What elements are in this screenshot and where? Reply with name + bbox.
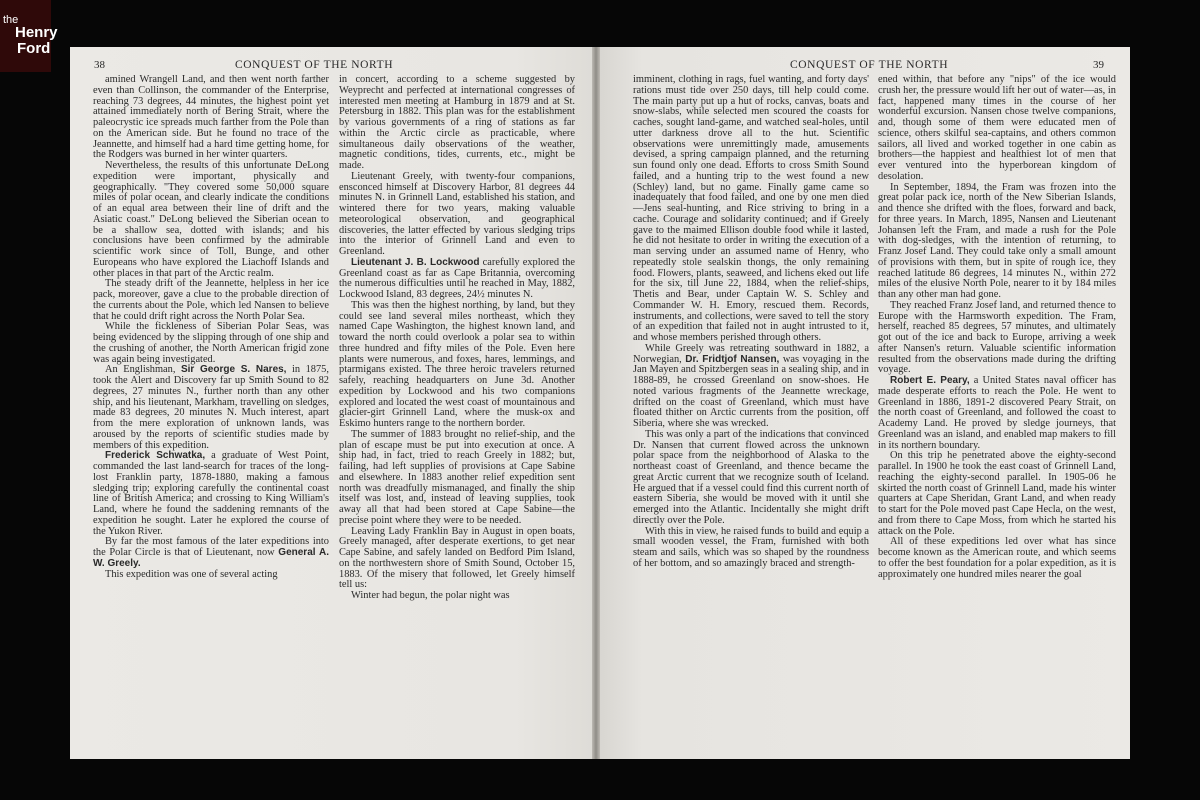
paragraph — [93, 537, 329, 569]
paragraph-text: While Greely was retreating southward in 1882, a Norwegian, — [633, 342, 869, 365]
right-page — [600, 47, 1130, 759]
henry-ford-logo — [0, 0, 58, 72]
paragraph-text: was voyaging in the Jan Mayen and Spitzbergen seas in a sealing ship, and in 1888-89, he crossed Greenland on snow-shoes. He noted various fragments of the Jeannette wreckage, drifted on the coast of Greenland, which must have floated thither on Arctic currents from the position, off Siberia, where she was wrecked. — [633, 353, 869, 429]
paragraph-text: in 1875, took the Alert and Discovery far up Smith Sound to 82 degrees, 27 minutes N., further north than any other ship, and his lieutenant, Markham, travelling on sledges, made 83 degrees, 20 minutes N. Much interest, apart from the mere exploration of unknown lands, was aroused by the reports of scientific studies made by members of this expedition. — [93, 364, 329, 451]
paragraph — [93, 570, 329, 581]
paragraph-text: Winter had begun, the polar night was — [351, 590, 510, 601]
paragraph — [93, 279, 329, 322]
page-number-right: 39 — [1093, 59, 1104, 71]
logo-henry: Henry — [15, 24, 58, 41]
paragraph — [93, 451, 329, 537]
paragraph-text: While the fickleness of Siberian Polar Seas, was being evidenced by the slipping through of one ship and the crushing of another, the North American frigid zone was again being investigated. — [93, 321, 329, 365]
paragraph — [633, 430, 869, 527]
paragraph — [93, 161, 329, 279]
paragraph — [93, 75, 329, 161]
left-page — [70, 47, 592, 759]
bold-name: Dr. Fridtjof Nansen, — [685, 353, 780, 365]
paragraph-text: in concert, according to a scheme suggested by Weyprecht and perfected at international congresses of interested men meeting at Hamburg in 1879 and at St. Petersburg in 1882. This plan was for the establishment by various governments of a ring of stations as far within the Arctic circle as practicable, where simultaneous daily observations of the weather, magnetic conditions, tides, currents, etc., might be made. — [339, 74, 575, 171]
paragraph — [633, 527, 869, 570]
paragraph — [339, 591, 575, 602]
paragraph-text: This was only a part of the indications that convinced Dr. Nansen that current flowed across the unknown polar space from the neighborhood of Alaska to the northeast coast of Greenland, and thence became the great Arctic current that we recognize south of Iceland. He argued that if a vessel could find this current north of eastern Siberia, she would be moved with it until she emerged into the Atlantic. Incidentally she might drift directly over the Pole. — [633, 428, 869, 526]
paragraph-text: a United States naval officer has made desperate efforts to reach the Pole. He went to Greenland in 1886, 1891-2 discovered Peary Strait, on the north coast of Greenland, and followed the coast to Academy Land. He proved by sledge journeys, that Greenland was an island, and enabled map makers to fill in its northern boundary. — [878, 375, 1116, 451]
paragraph-text: With this in view, he raised funds to build and equip a small wooden vessel, the Fram, furnished with both steam and sails, which was so shaped by the roundness of her bottom, and so amazingly braced and strength- — [633, 525, 869, 569]
right-column-2 — [878, 75, 1116, 580]
paragraph — [339, 301, 575, 430]
paragraph-text: The steady drift of the Jeannette, helpless in her ice pack, moreover, gave a clue to the probable direction of the currents about the Pole, which led Nansen to believe that he could drift right across the North Polar Sea. — [93, 278, 329, 322]
book-gutter — [592, 47, 600, 759]
bold-name: Lieutenant J. B. Lockwood — [351, 256, 480, 268]
left-column-2 — [339, 75, 575, 602]
bold-name: Frederick Schwatka, — [105, 450, 206, 462]
left-column-1 — [93, 75, 329, 580]
paragraph — [878, 75, 1116, 183]
paragraph — [93, 365, 329, 451]
logo-ford: Ford — [17, 40, 51, 57]
paragraph-text: amined Wrangell Land, and then went north farther even than Collinson, the commander of the Enterprise, reaching 73 degrees, 44 minutes, the highest point yet attained immediately north of Bering Strait, where the paleocrystic ice spreads much farther from the Pole than on the American side. But he found no trace of the Jeannette, and himself had a hard time getting home, for the Rodgers was burned in her winter quarters. — [93, 74, 329, 161]
paragraph — [93, 322, 329, 365]
paragraph — [878, 451, 1116, 537]
paragraph — [878, 376, 1116, 451]
paragraph — [878, 301, 1116, 376]
running-head-left: CONQUEST OF THE NORTH — [235, 59, 394, 71]
paragraph-text: carefully explored the Greenland coast as far as Cape Britannia, overcoming the numerous difficulties until he reached in May, 1882, Lockwood Island, 83 degrees, 24½ minutes N. — [339, 256, 575, 300]
paragraph-text: Nevertheless, the results of this unfortunate DeLong expedition were important, physically and geographically. "They covered some 50,000 square miles of polar ocean, and clearly indicate the conditions of an equal area between their line of drift and the Asiatic coast." DeLong believed the Siberian ocean to be a shallow sea, dotted with islands; and his conclusions have been confirmed by the admirable scientific work since of Toll, Bunge, and other Europeans who have explored the Liachoff Islands and other places in that part of the Arctic realm. — [93, 160, 329, 279]
paragraph — [339, 258, 575, 301]
paragraph-text: This expedition was one of several acting — [105, 568, 278, 580]
paragraph — [633, 75, 869, 344]
bold-name: Sir George S. Nares, — [180, 364, 287, 376]
paragraph — [633, 344, 869, 430]
paragraph-text: Leaving Lady Franklin Bay in August in open boats, Greely managed, after desperate exertions, to get near Cape Sabine, and safely landed on Bedford Pim Island, on the northwestern shore of Smith Sound, October 15, 1883. Of the misery that followed, let Greely himself tell us: — [339, 525, 575, 591]
paragraph — [339, 527, 575, 592]
paragraph-text: ened within, that before any "nips" of the ice would crush her, the pressure would lift her out of water—as, in fact, happened many times in the course of her wonderful excursion. Nansen chose twelve companions, and, though some of them were educated men of science, others skilful sea-captains, and others common sailors, all lived and worked together in one cabin as brothers—the happiest and healthiest lot of men that ever ventured into the hyperborean kingdom of desolation. — [878, 74, 1116, 182]
paragraph-text: An Englishman, — [105, 364, 181, 376]
paragraph-text: All of these expeditions led over what has since become known as the American route, and which seems to offer the best foundation for a polar expedition, as it is approximately one hundred miles nearer the goal — [878, 536, 1116, 580]
paragraph — [878, 537, 1116, 580]
paragraph-text: a graduate of West Point, commanded the last land-search for traces of the long-lost Franklin party, 1878-1880, making a famous sledging trip; exploring carefully the continental coast line of British America; and crossing to King William's Land, where he found the saddening remnants of the expedition he sought. Later he explored the course of the Yukon River. — [93, 450, 329, 537]
paragraph-text: imminent, clothing in rags, fuel wanting, and forty days' rations must tide over 250 days, till help could come. The main party put up a hut of rocks, canvas, boats and snow-slabs, while selected men scoured the coasts for caches, sought land-game, and watched seal-holes, until utter darkness drove all to the hut. Scientific observations were unremittingly made, amusements devised, a spring campaign planned, and the returning sun found only one dead. Efforts to cross Smith Sound failed, and a hunting trip to the west found a new (Schley) land, but no game. Finally game came so inadequately that food failed, and one by one men died—Jens seal-hunting, and Rice striving to bring in a cache. Courage and solidarity continued; and if Greely gave to the maimed Ellison double food while it lasted, he did not hesitate to order in writing the execution of a man serving under an assumed name of Henry, who repeatedly stole sealskin thongs, the only remaining food. Flowers, plants, seaweed, and lichens eked out life for the six, till June 22, 1884, when the relief-ships, Thetis and Bear, under Captain W. S. Schley and Commander W. H. Emory, rescued them. Records, instruments, and collections, were saved to tell the story of an expedition that failed not in aught intrusted to it, and whose members perished through others. — [633, 74, 869, 343]
bold-name: Robert E. Peary, — [890, 375, 970, 386]
paragraph-text: By far the most famous of the later expeditions into the Polar Circle is that of Lieutenant, now — [93, 536, 329, 558]
paragraph-text: In September, 1894, the Fram was frozen into the great polar pack ice, north of the New Siberian Islands, and thence she drifted with the floes, forward and back, for three years. In March, 1895, Nansen and Lieutenant Johansen left the Fram, and made a rush for the Pole with dog-sledges, with the intention of returning, to Franz Josef Land. They could take only a small amount of provisions with them, but in spite of rough ice, they reached latitude 86 degrees, 14 minutes N., within 272 miles of the elusive North Pole, nearer to it by 184 miles than any other man had gone. — [878, 181, 1116, 300]
right-column-1 — [633, 75, 869, 570]
logo-the: the — [3, 14, 19, 26]
paragraph-text: The summer of 1883 brought no relief-ship, and the plan of escape must be put into execution at once. A ship had, in fact, tried to reach Greely in 1882; but, failing, had left supplies of provisions at Cape Sabine and elsewhere. In 1883 another relief expedition sent north was dreadfully mismanaged, and finally the ship itself was lost, and, instead of leaving supplies, took away all that had been stored at Cape Sabine—the precise point where they were to be needed. — [339, 428, 575, 526]
paragraph — [339, 430, 575, 527]
running-head-right: CONQUEST OF THE NORTH — [790, 59, 949, 71]
paragraph-text: Lieutenant Greely, with twenty-four companions, ensconced himself at Discovery Harbor, 81 degrees 44 minutes N. in Grinnell Land, established his station, and wintered there for two years, making valuable meteorological observation, and geographical discoveries, the latter effected by various sledging trips into the interior of Grinnell Land and even to Greenland. — [339, 170, 575, 257]
bold-name: General A. W. Greely. — [93, 547, 329, 569]
paragraph — [878, 183, 1116, 301]
paragraph-text: On this trip he penetrated above the eighty-second parallel. In 1900 he took the east coast of Grinnell Land, reaching the eighty-second parallel. In 1905-06 he skirted the north coast of Grinnell Land, made his winter quarters at Cape Sheridan, Grant Land, and when ready to start for the Pole moved past Cape Hecla, on the west, and from there to Cape Moss, from which he started his attack on the Pole. — [878, 450, 1116, 537]
paragraph-text: This was then the highest northing, by land, but they could see land several miles northeast, which they named Cape Washington, the highest known land, and toward the north could overlook a polar sea to within three hundred and fifty miles of the Pole. Even here plants were numerous, and foxes, hares, lemmings, and ptarmigans existed. The three heroic travelers returned safely, reaching headquarters on June 3d. Another expedition by Lockwood and his two companions explored and located the west coast of mountainous and glacier-girt Grinnell Land, where the musk-ox and Eskimo hunters range to the northern border. — [339, 299, 575, 429]
paragraph — [339, 75, 575, 172]
paragraph — [339, 172, 575, 258]
paragraph-text: They reached Franz Josef land, and returned thence to Europe with the Harmsworth expedition. The Fram, herself, reached 85 degrees, 57 minutes, and ultimately got out of the ice and back to Europe, arriving a week after Nansen's return. Valuable scientific information resulted from the observations made during the drifting voyage. — [878, 299, 1116, 376]
page-number-left: 38 — [94, 59, 105, 71]
